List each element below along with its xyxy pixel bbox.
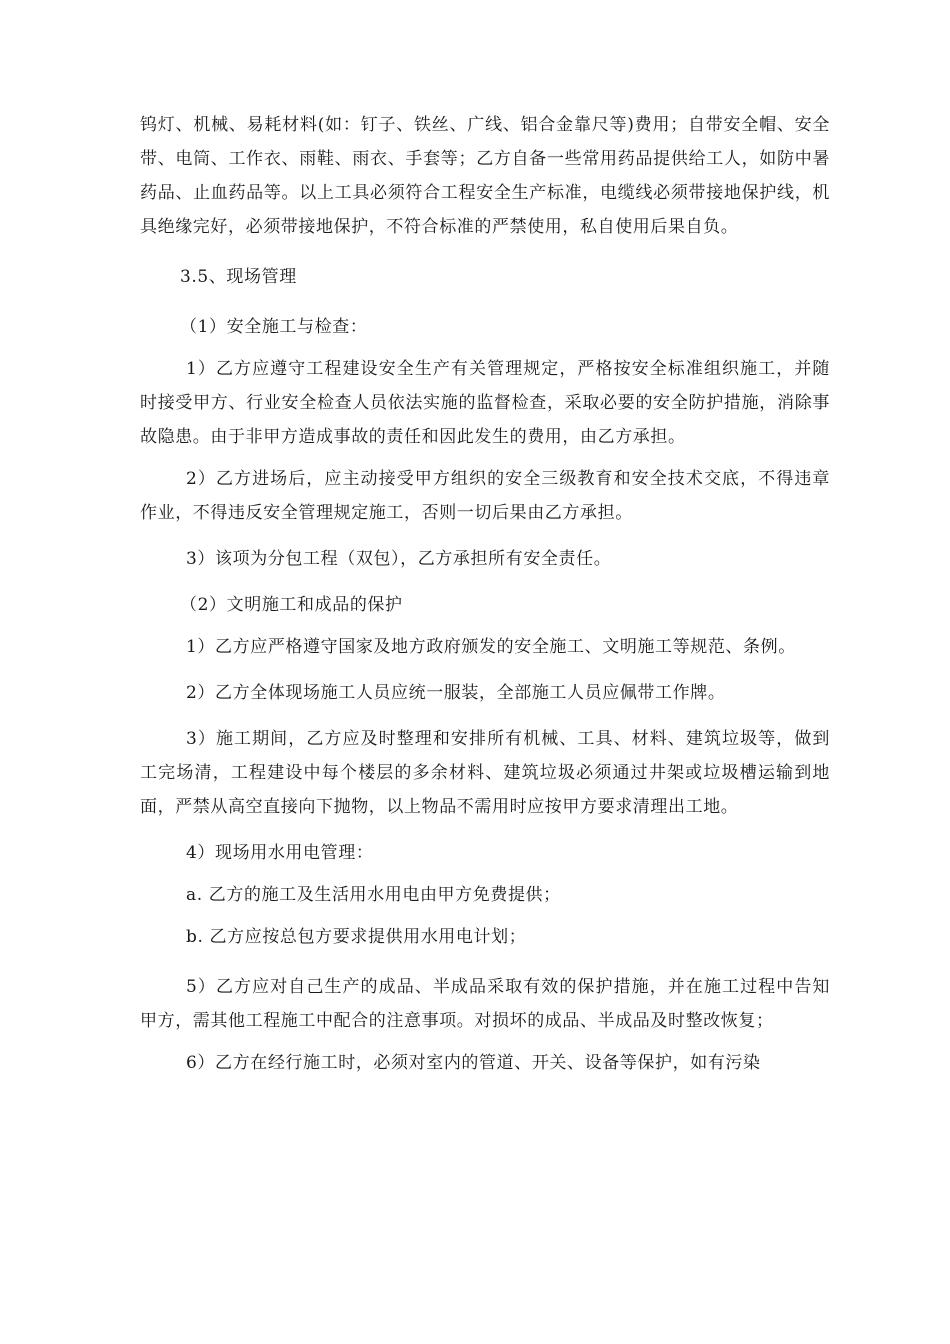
document-page <box>140 108 830 1080</box>
subheading-civilized-construction: （2）文明施工和成品的保护 <box>180 595 403 615</box>
civilized-item-1: 1）乙方应严格遵守国家及地方政府颁发的安全施工、文明施工等规范、条例。 <box>186 637 796 657</box>
safety-item-1: 1）乙方应遵守工程建设安全生产有关管理规定，严格按安全标准组织施工，并随时接受甲方、行业安全检查人员依法实施的监督检查，采取必要的安全防护措施，消除事故隐患。由于非甲方造成事故的责任和因此发生的费用，由乙方承担。 <box>140 359 830 447</box>
water-electric-item-b: b. 乙方应按总包方要求提供用水用电计划； <box>186 927 527 947</box>
civilized-item-5: 5）乙方应对自己生产的成品、半成品采取有效的保护措施，并在施工过程中告知甲方，需其他工程施工中配合的注意事项。对损坏的成品、半成品及时整改恢复； <box>140 977 830 1031</box>
subheading-safety-construction: （1）安全施工与检查： <box>180 317 368 337</box>
safety-item-3: 3）该项为分包工程（双包），乙方承担所有安全责任。 <box>186 549 612 569</box>
safety-item-2: 2）乙方进场后，应主动接受甲方组织的安全三级教育和安全技术交底，不得违章作业，不得违反安全管理规定施工，否则一切后果由乙方承担。 <box>140 469 830 523</box>
section-heading-3-5: 3.5、现场管理 <box>180 267 297 287</box>
civilized-item-2: 2）乙方全体现场施工人员应统一服装，全部施工人员应佩带工作牌。 <box>186 683 726 703</box>
civilized-item-3: 3）施工期间，乙方应及时整理和安排所有机械、工具、材料、建筑垃圾等，做到工完场清，工程建设中每个楼层的多余材料、建筑垃圾必须通过井架或垃圾槽运输到地面，严禁从高空直接向下抛物，以上物品不需用时应按甲方要求清理出工地。 <box>140 729 830 817</box>
civilized-item-4: 4）现场用水用电管理： <box>186 843 374 863</box>
civilized-item-6: 6）乙方在经行施工时，必须对室内的管道、开关、设备等保护，如有污染 <box>186 1053 761 1073</box>
paragraph-tools-equipment: 钨灯、机械、易耗材料(如：钉子、铁丝、广线、铝合金靠尺等)费用；自带安全帽、安全带、电筒、工作衣、雨鞋、雨衣、手套等；乙方自备一些常用药品提供给工人，如防中暑药品、止血药品等。以上工具必须符合工程安全生产标准，电缆线必须带接地保护线，机具绝缘完好，必须带接地保护，不符合标准的严禁使用，私自使用后果自负。 <box>140 115 830 237</box>
water-electric-item-a: a. 乙方的施工及生活用水用电由甲方免费提供； <box>186 885 561 905</box>
